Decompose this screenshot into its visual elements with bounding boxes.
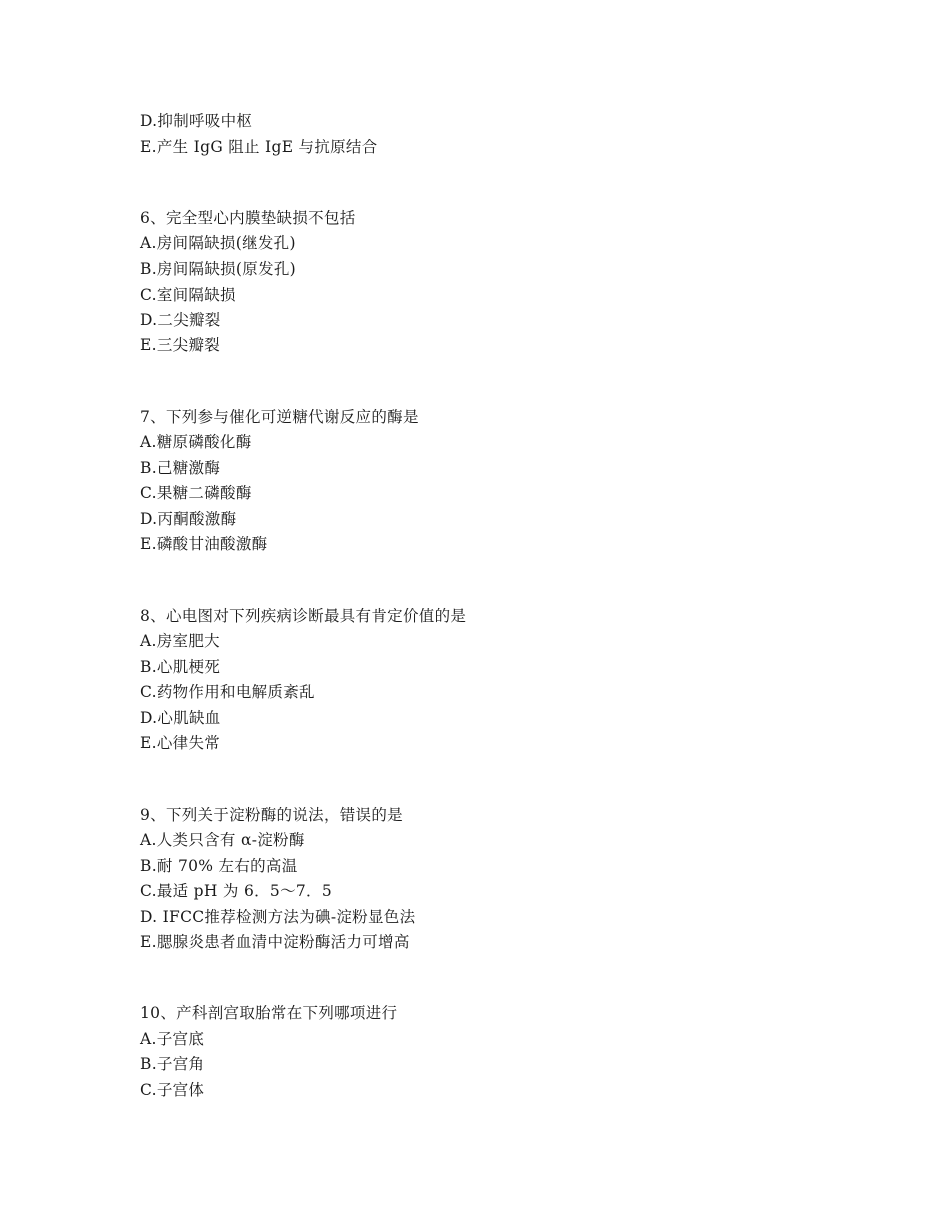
option-d: D.抑制呼吸中枢 — [140, 112, 253, 130]
question-6-option-b: B.房间隔缺损(原发孔) — [140, 260, 297, 278]
question-9-option-d: D. IFCC推荐检测方法为碘-淀粉显色法 — [140, 908, 416, 926]
question-6-option-c: C.室间隔缺损 — [140, 286, 236, 304]
question-9-option-c: C.最适 pH 为 6．5～7．5 — [140, 882, 333, 900]
question-9-stem: 9、下列关于淀粉酶的说法，错误的是 — [140, 806, 403, 824]
question-8-option-d: D.心肌缺血 — [140, 709, 221, 727]
question-8-option-c: C.药物作用和电解质紊乱 — [140, 683, 315, 701]
question-10-option-c: C.子宫体 — [140, 1081, 205, 1099]
question-8-option-b: B.心肌梗死 — [140, 658, 221, 676]
question-9-option-a: A.人类只含有 α-淀粉酶 — [140, 831, 305, 849]
question-7-option-d: D.丙酮酸激酶 — [140, 510, 237, 528]
question-7-option-c: C.果糖二磷酸酶 — [140, 484, 252, 502]
question-6-option-d: D.二尖瓣裂 — [140, 311, 221, 329]
question-7-stem: 7、下列参与催化可逆糖代谢反应的酶是 — [140, 408, 419, 426]
question-7-option-b: B.己糖激酶 — [140, 459, 221, 477]
question-6-option-a: A.房间隔缺损(继发孔) — [140, 234, 296, 252]
question-8-option-e: E.心律失常 — [140, 734, 221, 752]
question-6-option-e: E.三尖瓣裂 — [140, 336, 221, 354]
question-8-option-a: A.房室肥大 — [140, 632, 220, 650]
question-9-option-b: B.耐 70% 左右的高温 — [140, 857, 298, 875]
question-9-option-e: E.腮腺炎患者血清中淀粉酶活力可增高 — [140, 933, 410, 951]
question-10-option-a: A.子宫底 — [140, 1030, 205, 1048]
question-6-stem: 6、完全型心内膜垫缺损不包括 — [140, 209, 356, 227]
question-7-option-a: A.糖原磷酸化酶 — [140, 433, 252, 451]
option-e: E.产生 IgG 阻止 IgE 与抗原结合 — [140, 138, 378, 156]
question-10-stem: 10、产科剖宫取胎常在下列哪项进行 — [140, 1004, 398, 1022]
question-7-option-e: E.磷酸甘油酸激酶 — [140, 535, 268, 553]
question-8-stem: 8、心电图对下列疾病诊断最具有肯定价值的是 — [140, 607, 467, 625]
question-10-option-b: B.子宫角 — [140, 1055, 205, 1073]
